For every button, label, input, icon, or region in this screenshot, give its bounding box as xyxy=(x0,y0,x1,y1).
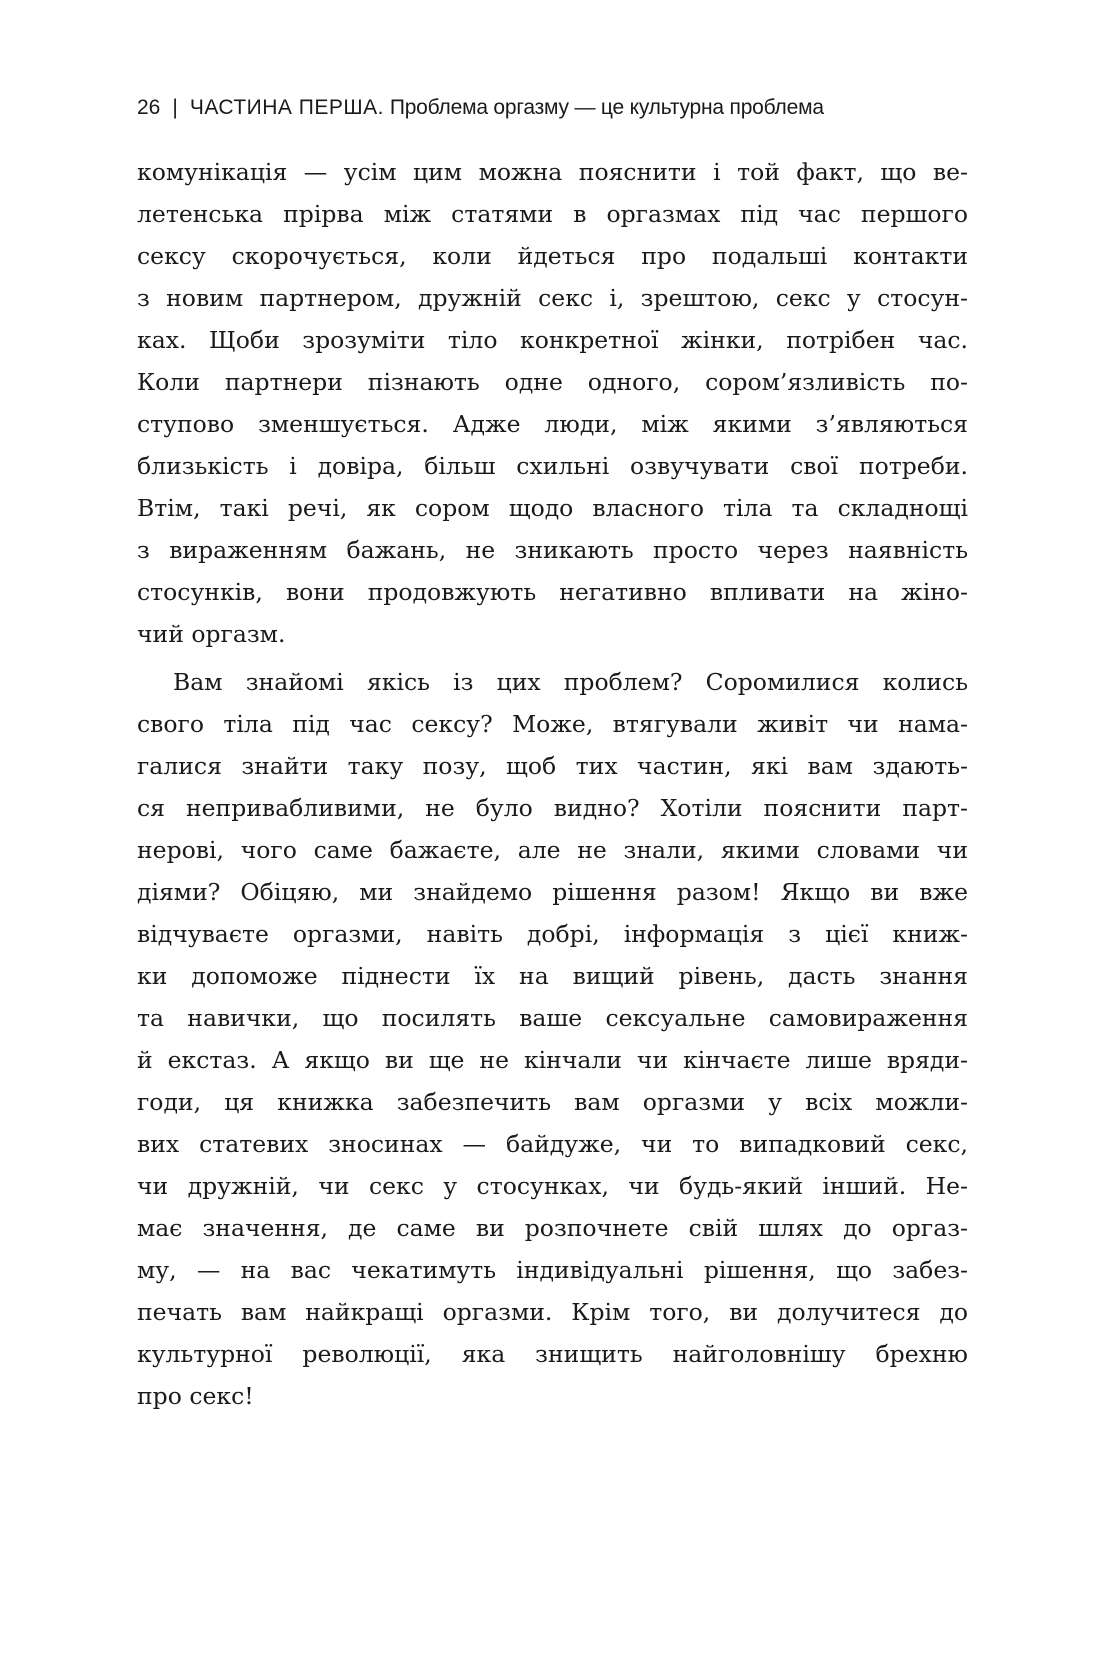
text-line: стосунків, вони продовжують негативно впливати на жіно- xyxy=(137,578,968,606)
text-line: про секс! xyxy=(137,1382,254,1410)
text-line: з вираженням бажань, не зникають просто через наявність xyxy=(137,536,968,564)
text-line: й екстаз. А якщо ви ще не кінчали чи кінчаєте лише вряди- xyxy=(137,1046,968,1074)
text-line: ках. Щоби зрозуміти тіло конкретної жінки, потрібен час. xyxy=(137,326,968,354)
text-line: ся непривабливими, не було видно? Хотіли пояснити парт- xyxy=(137,794,968,822)
text-line: чи дружній, чи секс у стосунках, чи будь-який інший. Не- xyxy=(137,1172,968,1200)
text-line: комунікація — усім цим можна пояснити і той факт, що ве- xyxy=(137,158,968,186)
text-line: Вам знайомі якісь із цих проблем? Соромилися колись xyxy=(173,668,968,696)
text-line: Коли партнери пізнають одне одного, сором’язливість по- xyxy=(137,368,968,396)
text-line: ки допоможе піднести їх на вищий рівень, дасть знання xyxy=(137,962,968,990)
part-label: ЧАСТИНА ПЕРША. xyxy=(189,96,384,119)
text-line: культурної революції, яка знищить найголовнішу брехню xyxy=(137,1340,968,1368)
page-number: 26 xyxy=(137,96,161,119)
text-line: ступово зменшується. Адже люди, між якими з’являються xyxy=(137,410,968,438)
paragraph-1 xyxy=(137,151,968,655)
text-line: діями? Обіцяю, ми знайдемо рішення разом! Якщо ви вже xyxy=(137,878,968,906)
text-line: годи, ця книжка забезпечить вам оргазми у всіх можли- xyxy=(137,1088,968,1116)
running-header xyxy=(137,94,967,122)
text-line: та навички, що посилять ваше сексуальне самовираження xyxy=(137,1004,968,1032)
text-line: чий оргазм. xyxy=(137,620,286,648)
text-line: Втім, такі речі, як сором щодо власного тіла та складнощі xyxy=(137,494,968,522)
text-line: з новим партнером, дружній секс і, зрештою, секс у стосун- xyxy=(137,284,968,312)
text-line: свого тіла під час сексу? Може, втягували живіт чи нама- xyxy=(137,710,968,738)
text-line: летенська прірва між статями в оргазмах під час першого xyxy=(137,200,968,228)
text-line: галися знайти таку позу, щоб тих частин, які вам здають- xyxy=(137,752,968,780)
text-line: вих статевих зносинах — байдуже, чи то випадковий секс, xyxy=(137,1130,968,1158)
body-text xyxy=(137,151,968,1423)
text-line: сексу скорочується, коли йдеться про подальші контакти xyxy=(137,242,968,270)
text-line: нерові, чого саме бажаєте, але не знали, якими словами чи xyxy=(137,836,968,864)
text-line: му, — на вас чекатимуть індивідуальні рішення, що забез- xyxy=(137,1256,968,1284)
text-line: має значення, де саме ви розпочнете свій шлях до оргаз- xyxy=(137,1214,968,1242)
text-line: відчуваєте оргазми, навіть добрі, інформація з цієї книж- xyxy=(137,920,968,948)
paragraph-2 xyxy=(137,661,968,1417)
text-line: близькість і довіра, більш схильні озвучувати свої потреби. xyxy=(137,452,968,480)
chapter-title: Проблема оргазму — це культурна проблема xyxy=(389,96,824,119)
header-separator: | xyxy=(172,96,178,119)
text-line: печать вам найкращі оргазми. Крім того, ви долучитеся до xyxy=(137,1298,968,1326)
